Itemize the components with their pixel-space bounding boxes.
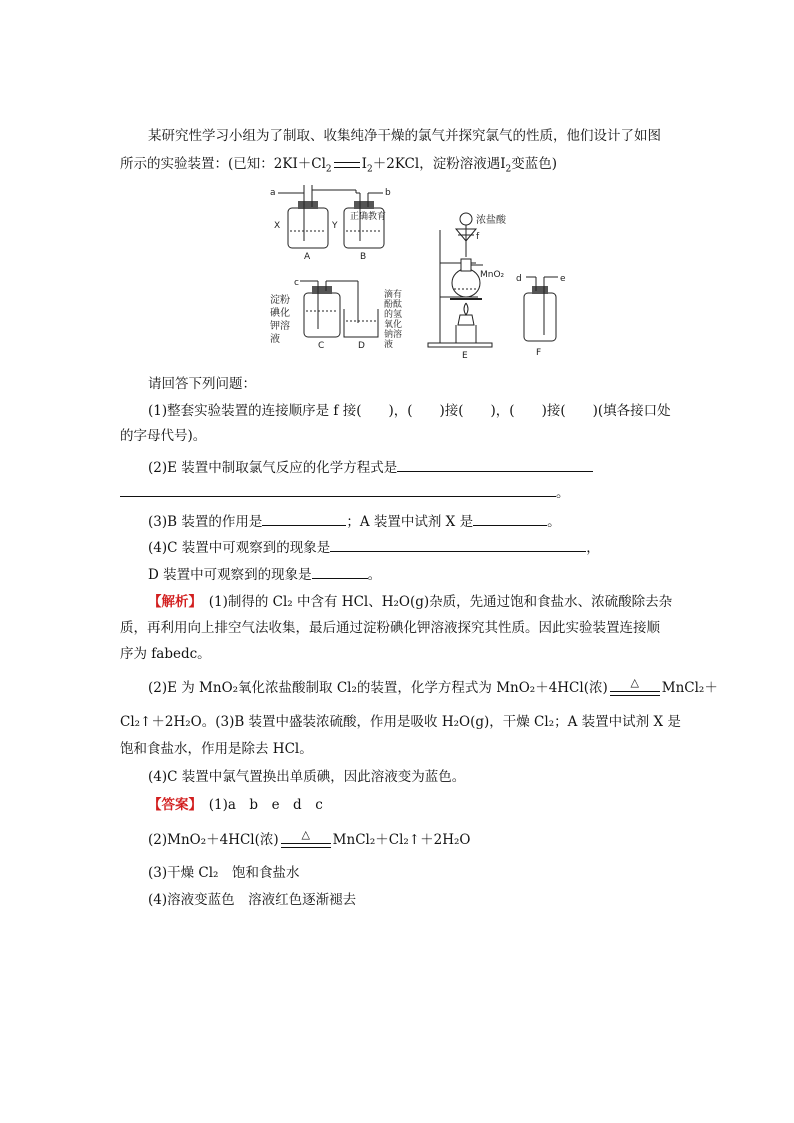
apparatus-figure xyxy=(268,185,608,360)
apparatus-e xyxy=(428,213,492,347)
answer-blank[interactable] xyxy=(262,510,346,526)
heat-arrow xyxy=(608,675,662,698)
delta-symbol: △ xyxy=(301,827,310,841)
port-a-label: a xyxy=(270,188,276,198)
svg-text:钾溶: 钾溶 xyxy=(270,321,290,332)
label-a: A xyxy=(304,252,311,262)
bottle-f xyxy=(524,277,558,341)
port-e-label: e xyxy=(560,274,566,284)
reagent-x-label: X xyxy=(274,221,281,231)
question-3: (3)B 装置的作用是 ；A 装置中试剂 X 是 。 xyxy=(148,510,561,532)
answer-blank[interactable] xyxy=(312,563,368,579)
svg-text:氧化: 氧化 xyxy=(384,320,403,330)
watermark-text: 正确教育 xyxy=(350,212,387,222)
heat-arrow xyxy=(279,827,333,850)
port-c-label: c xyxy=(294,278,299,288)
answer-blank[interactable] xyxy=(330,536,586,552)
svg-text:淀粉: 淀粉 xyxy=(270,295,290,306)
svg-text:滴有: 滴有 xyxy=(384,290,403,300)
analysis-line-2: 质，再利用向上排空气法收集，最后通过淀粉碘化钾溶液探究其性质。因此实验装置连接顺 xyxy=(120,620,660,636)
answer-line-3: (3)干燥 Cl₂ 饱和食盐水 xyxy=(148,865,300,881)
question-prompt: 请回答下列问题： xyxy=(148,376,256,392)
analysis-line-4: (2)E 为 MnO₂氧化浓盐酸制取 Cl₂的装置，化学方程式为 MnO₂＋4HCl(浓) △ MnCl₂＋ xyxy=(148,675,718,696)
reagent-y-label: Y xyxy=(332,221,338,231)
analysis-line-7: (4)C 装置中氯气置换出单质碘，因此溶液变为蓝色。 xyxy=(148,769,466,785)
question-2: (2)E 装置中制取氯气反应的化学方程式是 xyxy=(148,456,593,478)
label-d: D xyxy=(358,341,365,351)
intro-line-2: 所示的实验装置：(已知：$2KI+Cl_2$ $I_2+2KCl$，淀粉溶液遇$I_2$变蓝色) xyxy=(120,156,558,175)
answer-blank[interactable] xyxy=(397,456,593,472)
svg-text:碘化: 碘化 xyxy=(270,308,290,319)
analysis-line-5: Cl₂↑＋2H₂O。(3)B 装置中盛装浓硫酸，作用是吸收 H₂O(g)，干燥 Cl₂；A 装置中试剂 X 是 xyxy=(120,714,681,730)
bottle-a xyxy=(278,185,330,248)
answer-blank[interactable] xyxy=(473,510,547,526)
answer-line-4: (4)溶液变蓝色 溶液红色逐渐褪去 xyxy=(148,892,357,908)
question-1-line-2: 的字母代号)。 xyxy=(120,428,207,444)
svg-text:酚酞: 酚酞 xyxy=(384,300,403,310)
mno2-label: MnO₂ xyxy=(480,270,505,280)
answer-blank[interactable] xyxy=(120,481,556,497)
question-1-line-1: (1)整套实验装置的连接顺序是 f 接( )，( )接( )，( )接( )(填各接口处 xyxy=(148,403,671,419)
answer-tag: 【答案】 xyxy=(148,797,196,813)
c-reagent-text xyxy=(270,293,290,345)
analysis-line-1: 【解析】 (1)制得的 Cl₂ 中含有 HCl、H₂O(g)杂质，先通过饱和食盐水、浓硫酸除去杂 xyxy=(148,594,673,610)
label-b: B xyxy=(360,252,367,262)
hcl-label: 浓盐酸 xyxy=(476,215,506,226)
port-f-label: f xyxy=(476,232,480,242)
port-d-label: d xyxy=(516,274,522,284)
question-2-continuation: 。 xyxy=(120,481,570,503)
question-4-line-2: D 装置中可观察到的现象是 。 xyxy=(148,563,381,585)
question-4-line-1: (4)C 装置中可观察到的现象是 ， xyxy=(148,536,600,558)
port-b-label: b xyxy=(385,188,391,198)
svg-text:钠溶: 钠溶 xyxy=(384,330,403,340)
analysis-line-6: 饱和食盐水，作用是除去 HCl。 xyxy=(120,741,313,757)
analysis-line-3: 序为 fabedc。 xyxy=(120,646,211,662)
intro-line-1: 某研究性学习小组为了制取、收集纯净干燥的氯气并探究氯气的性质，他们设计了如图 xyxy=(148,128,661,144)
equals-sign xyxy=(334,162,360,168)
label-c: C xyxy=(318,341,325,351)
svg-text:液: 液 xyxy=(270,334,280,345)
svg-text:液: 液 xyxy=(384,340,394,350)
label-e: E xyxy=(462,351,468,360)
answer-line-2: (2)MnO₂＋4HCl(浓) △ MnCl₂＋Cl₂↑＋2H₂O xyxy=(148,827,471,848)
d-reagent-text xyxy=(384,288,402,350)
bottle-c xyxy=(300,281,358,337)
beaker-d xyxy=(344,309,378,337)
analysis-tag: 【解析】 xyxy=(148,594,196,610)
answer-line-1: 【答案】 (1)a b e d c xyxy=(148,797,323,813)
label-f: F xyxy=(536,348,542,358)
svg-text:的氢: 的氢 xyxy=(384,310,403,320)
delta-symbol: △ xyxy=(630,675,639,689)
